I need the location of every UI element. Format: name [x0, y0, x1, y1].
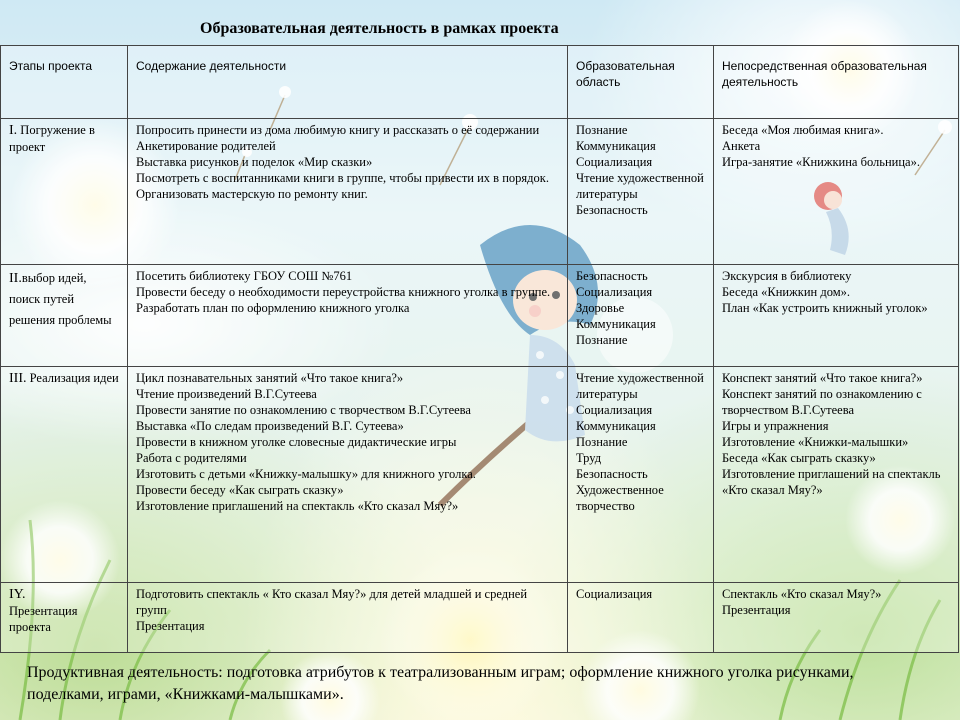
activity-cell	[714, 367, 959, 583]
activity-item: Экскурсия в библиотеку	[722, 269, 852, 283]
area-item: Художественное творчество	[576, 483, 664, 513]
area-item: Социализация	[576, 403, 653, 417]
table-row	[1, 583, 959, 653]
area-item: Безопасность	[576, 269, 648, 283]
area-item: Познание	[576, 123, 628, 137]
project-plan-table	[0, 45, 959, 653]
activity-item: Беседа «Моя любимая книга».	[722, 123, 884, 137]
stage-number: II.	[9, 271, 22, 286]
content-line: Подготовить спектакль « Кто сказал Мяу?» для детей младшей и средней групп	[136, 587, 528, 617]
content-cell	[128, 583, 568, 653]
content-line: Выставка рисунков и поделок «Мир сказки»	[136, 155, 373, 169]
activity-cell	[714, 119, 959, 265]
table-row	[1, 265, 959, 367]
activity-item: Анкета	[722, 139, 761, 153]
area-cell	[568, 119, 714, 265]
area-item: Безопасность	[576, 467, 648, 481]
table-header-row	[1, 46, 959, 119]
area-cell	[568, 367, 714, 583]
content-line: Провести беседу «Как сыграть сказку»	[136, 483, 344, 497]
area-item: Труд	[576, 451, 602, 465]
header-activity: Непосредственная образовательная деятельность	[714, 46, 959, 119]
activity-item: Беседа «Книжкин дом».	[722, 285, 850, 299]
activity-item: Презентация	[722, 603, 791, 617]
area-item: Коммуникация	[576, 317, 656, 331]
footer-note: Продуктивная деятельность: подготовка атрибутов к театрализованным играм; оформление книжного уголка рисунками, поделками, играми, «Книжками-малышками».	[27, 664, 854, 703]
content-line: Посмотреть с воспитанниками книги в группе, чтобы привести их в порядок.	[136, 171, 549, 185]
content-line: Чтение произведений В.Г.Сутеева	[136, 387, 317, 401]
content-line: Разработать план по оформлению книжного уголка	[136, 301, 410, 315]
header-content: Содержание деятельности	[128, 46, 568, 119]
area-item: Познание	[576, 435, 628, 449]
stage-number: III.	[9, 371, 27, 386]
content-line: Изготовление приглашений на спектакль «Кто сказал Мяу?»	[136, 499, 459, 513]
stage-title: Реализация идеи	[29, 371, 119, 385]
content-line: Выставка «По следам произведений В.Г. Сутеева»	[136, 419, 404, 433]
stage-cell	[1, 119, 128, 265]
content-line: Посетить библиотеку ГБОУ СОШ №761	[136, 269, 353, 283]
activity-item: Конспект занятий по ознакомлению с творчеством В.Г.Сутеева	[722, 387, 922, 417]
stage-title: выбор идей, поиск путей решения проблемы	[9, 271, 112, 327]
content-line: Работа с родителями	[136, 451, 247, 465]
activity-item: Изготовление «Книжки-малышки»	[722, 435, 909, 449]
activity-item: Игра-занятие «Книжкина больница».	[722, 155, 920, 169]
content-line: Организовать мастерскую по ремонту книг.	[136, 187, 368, 201]
page-title: Образовательная деятельность в рамках проекта	[200, 20, 559, 37]
area-item: Социализация	[576, 155, 653, 169]
stage-number: I.	[9, 123, 18, 138]
area-cell	[568, 265, 714, 367]
content-line: Попросить принести из дома любимую книгу и рассказать о её содержании	[136, 123, 540, 137]
content-line: Провести занятие по ознакомлению с творчеством В.Г.Сутеева	[136, 403, 471, 417]
content-line: Провести беседу о необходимости переустройства книжного уголка в группе.	[136, 285, 551, 299]
area-item: Коммуникация	[576, 419, 656, 433]
header-area: Образовательная область	[568, 46, 714, 119]
area-item: Социализация	[576, 587, 653, 601]
content-line: Презентация	[136, 619, 205, 633]
area-item: Безопасность	[576, 203, 648, 217]
activity-item: План «Как устроить книжный уголок»	[722, 301, 928, 315]
area-item: Социализация	[576, 285, 653, 299]
activity-item: Изготовление приглашений на спектакль «Кто сказал Мяу?»	[722, 467, 941, 497]
content-line: Изготовить с детьми «Книжку-малышку» для книжного уголка.	[136, 467, 476, 481]
area-item: Коммуникация	[576, 139, 656, 153]
activity-item: Конспект занятий «Что такое книга?»	[722, 371, 923, 385]
stage-title: Погружение в проект	[9, 123, 95, 154]
area-item: Познание	[576, 333, 628, 347]
header-stages: Этапы проекта	[1, 46, 128, 119]
stage-cell	[1, 367, 128, 583]
content-cell	[128, 367, 568, 583]
activity-item: Спектакль «Кто сказал Мяу?»	[722, 587, 882, 601]
content-cell	[128, 265, 568, 367]
content-line: Провести в книжном уголке словесные дидактические игры	[136, 435, 457, 449]
stage-number: IY.	[9, 587, 26, 602]
table-row	[1, 367, 959, 583]
table-row	[1, 119, 959, 265]
area-item: Чтение художественной литературы	[576, 371, 704, 401]
activity-cell	[714, 583, 959, 653]
stage-cell	[1, 583, 128, 653]
area-item: Чтение художественной литературы	[576, 171, 704, 201]
area-cell	[568, 583, 714, 653]
stage-cell	[1, 265, 128, 367]
area-item: Здоровье	[576, 301, 625, 315]
activity-item: Игры и упражнения	[722, 419, 829, 433]
content-cell	[128, 119, 568, 265]
activity-item: Беседа «Как сыграть сказку»	[722, 451, 876, 465]
activity-cell	[714, 265, 959, 367]
content-line: Анкетирование родителей	[136, 139, 276, 153]
stage-title: Презентация проекта	[9, 604, 78, 634]
content-line: Цикл познавательных занятий «Что такое книга?»	[136, 371, 404, 385]
